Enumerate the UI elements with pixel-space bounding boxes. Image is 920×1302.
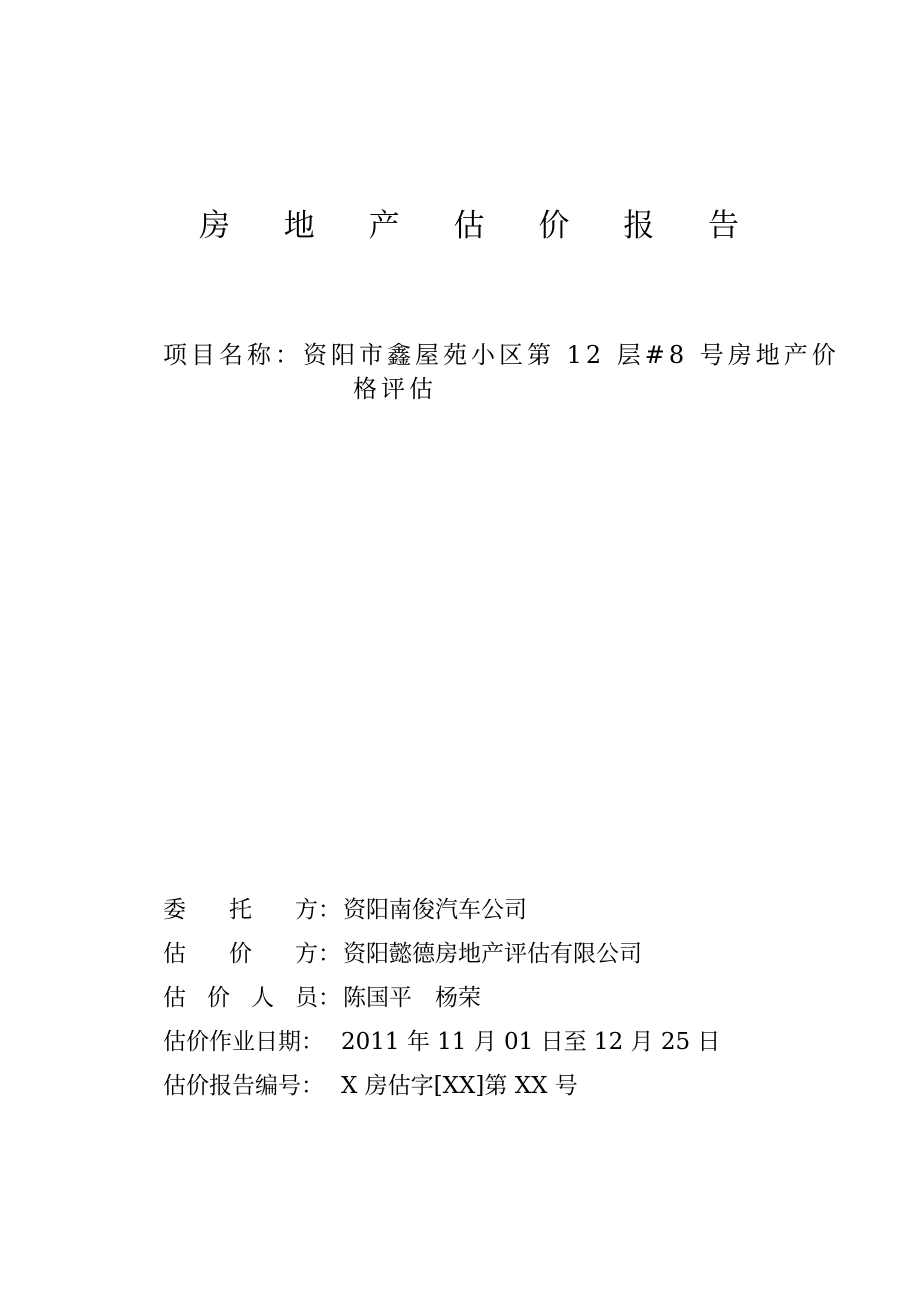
project-name (163, 338, 843, 406)
project-name-line2: 格评估 (353, 375, 437, 403)
info-row-client (163, 893, 863, 937)
info-row-personnel (163, 981, 863, 1025)
work-date-label: 估价作业日期： (163, 1029, 324, 1055)
report-number-label: 估价报告编号： (163, 1073, 324, 1099)
personnel-value: 陈国平 杨荣 (343, 985, 481, 1011)
client-label (163, 893, 343, 937)
personnel-label-char: 员： (295, 985, 341, 1011)
client-label-char: 方： (295, 897, 341, 923)
client-label-char: 委 (163, 897, 186, 923)
appraiser-label-char: 方： (295, 941, 341, 967)
report-title: 房 地 产 估 价 报 告 (198, 208, 762, 244)
client-label-char: 托 (229, 897, 252, 923)
client-value: 资阳南俊汽车公司 (343, 897, 527, 923)
report-info-block (163, 893, 863, 1113)
project-name-line1: 项目名称：资阳市鑫屋苑小区第 12 层#8 号房地产价 (163, 341, 840, 369)
work-date-value: 2011 年 11 月 01 日至 12 月 25 日 (341, 1029, 721, 1055)
appraiser-label (163, 937, 343, 981)
personnel-label (163, 981, 343, 1025)
info-row-appraiser (163, 937, 863, 981)
personnel-label-char: 价 (207, 985, 230, 1011)
info-row-work-date (163, 1025, 863, 1069)
appraiser-value: 资阳懿德房地产评估有限公司 (343, 941, 642, 967)
appraiser-label-char: 估 (163, 941, 186, 967)
personnel-label-char: 估 (163, 985, 186, 1011)
report-number-value: X 房估字[XX]第 XX 号 (341, 1073, 578, 1099)
personnel-label-char: 人 (251, 985, 274, 1011)
info-row-report-number (163, 1069, 863, 1113)
appraiser-label-char: 价 (229, 941, 252, 967)
